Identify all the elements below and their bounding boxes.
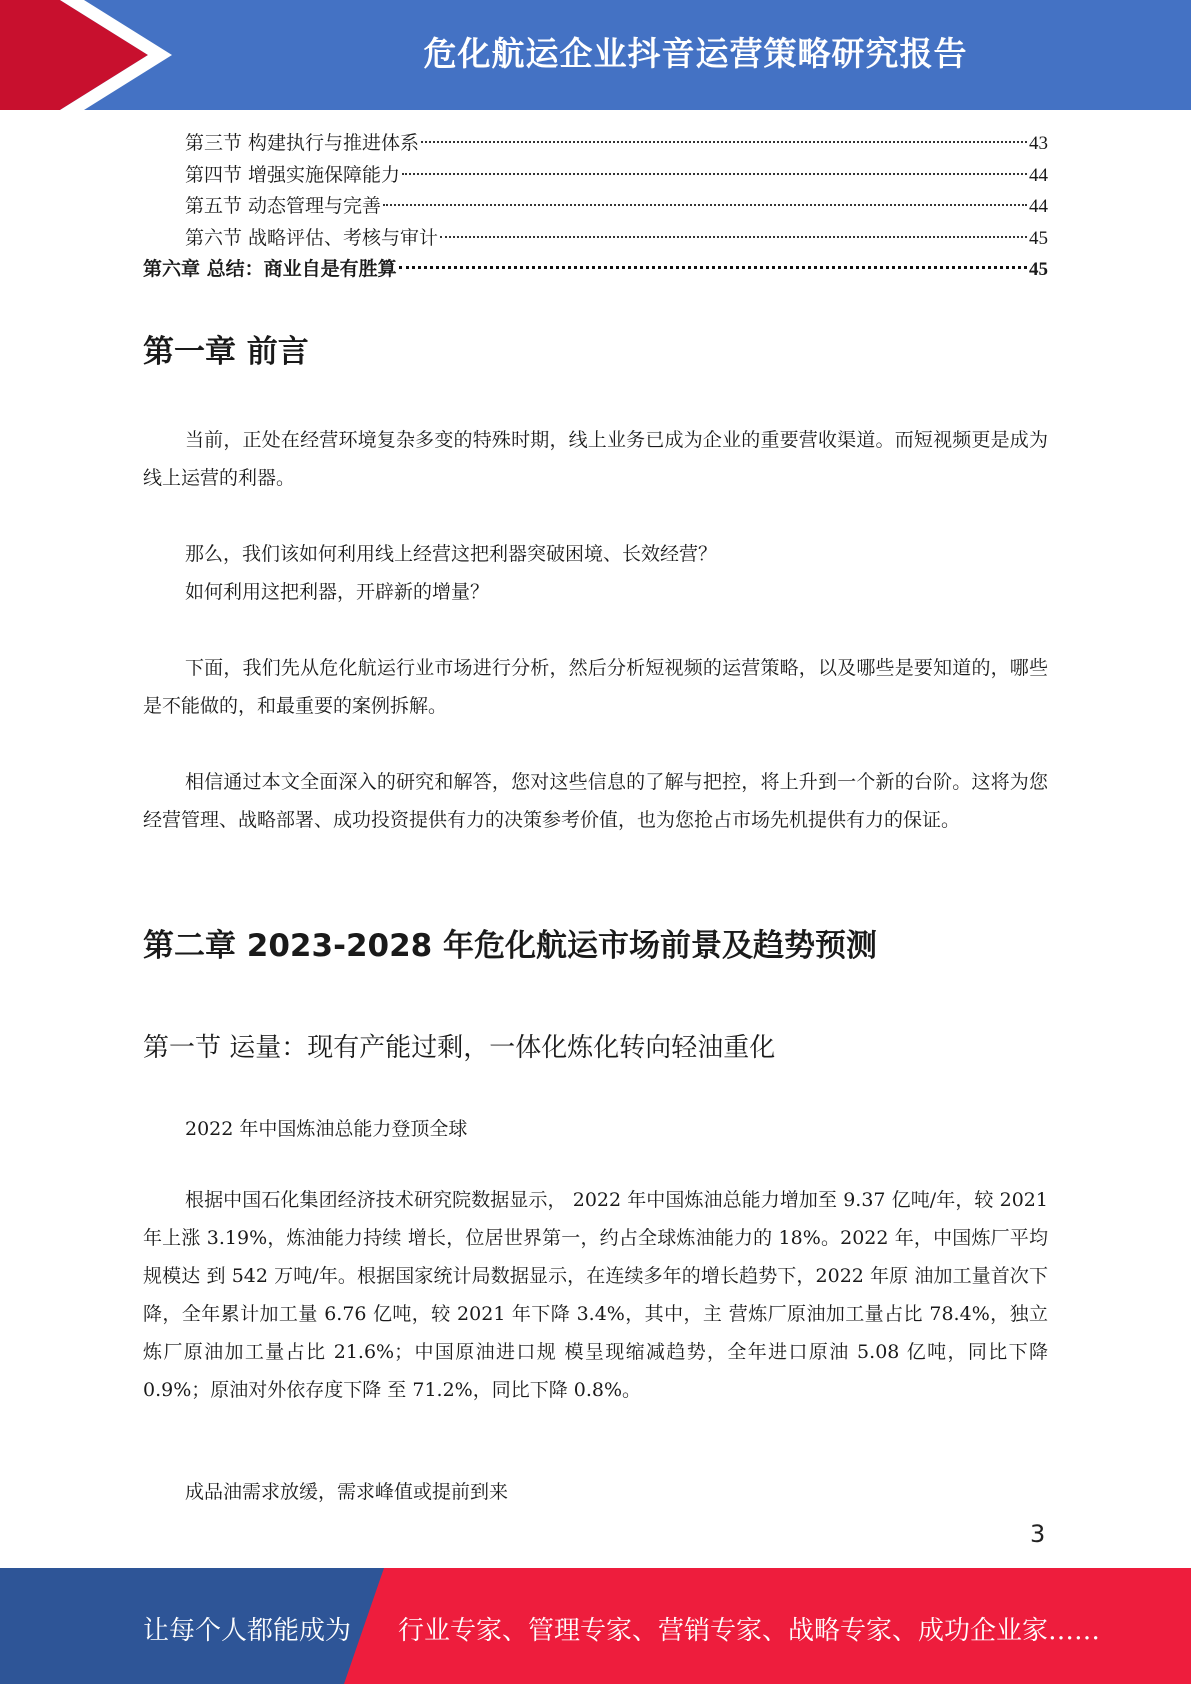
toc-item-label: 第六节 战略评估、考核与审计 — [185, 226, 439, 249]
toc-item-page: 44 — [1029, 164, 1048, 186]
report-title: 危化航运企业抖音运营策略研究报告 — [423, 34, 968, 73]
section-heading: 第一节 运量：现有产能过剩，一体化炼化转向轻油重化 — [143, 1033, 776, 1063]
toc-item[interactable] — [143, 191, 1048, 223]
toc-item-label: 第六章 总结：商业自是有胜算 — [143, 258, 397, 280]
toc-leader — [402, 173, 1027, 175]
table-of-contents — [143, 128, 1048, 286]
toc-item[interactable] — [143, 254, 1048, 286]
toc-item-label: 第三节 构建执行与推进体系 — [185, 132, 420, 154]
paragraph: 如何利用这把利器，开辟新的增量？ — [185, 581, 490, 603]
paragraph: 相信通过本文全面深入的研究和解答，您对这些信息的了解与把控，将上升到一个新的台阶。这将为您经营管理、战略部署、成功投资提供有力的决策参考价值，也为您抢占市场先机提供有力的保证。 — [143, 771, 1048, 831]
toc-item-page: 45 — [1029, 259, 1048, 280]
toc-item[interactable] — [143, 223, 1048, 255]
paragraph: 下面，我们先从危化航运行业市场进行分析，然后分析短视频的运营策略，以及哪些是要知道的，哪些是不能做的，和最重要的案例拆解。 — [143, 657, 1048, 717]
toc-leader — [440, 236, 1027, 238]
paragraph: 那么，我们该如何利用线上经营这把利器突破困境、长效经营？ — [185, 543, 718, 565]
toc-item-page: 43 — [1029, 133, 1048, 154]
footer-slogan-left: 让每个人都能成为 — [143, 1616, 352, 1646]
toc-leader — [421, 141, 1027, 143]
toc-leader — [399, 266, 1027, 269]
toc-item-page: 45 — [1029, 227, 1048, 249]
paragraph: 根据中国石化集团经济技术研究院数据显示， 2022 年中国炼油总能力增加至 9.37 亿吨/年，较 2021 年上涨 3.19%，炼油能力持续 增长，位居世界第一，约占全球炼油能力的 18%。2022 年，中国炼厂平均规模达 到 542 万吨/年。根据国家统计局数据显示，在连续多年的增长趋势下，2022 年原 油加工量首次下降，全年累计加工量 6.76 亿吨，较 2021 年下降 3.4%，其中，主 营炼厂原油加工量占比 78.4%，独立炼厂原油加工量占比 21.6%；中国原油进口规 模呈现缩减趋势，全年进口原油 5.08 亿吨，同比下降 0.9%；原油对外依存度下降 至 71.2%，同比下降 0.8%。 — [143, 1189, 1048, 1401]
paragraph: 2022 年中国炼油总能力登顶全球 — [185, 1118, 468, 1140]
paragraph: 成品油需求放缓，需求峰值或提前到来 — [185, 1481, 509, 1503]
toc-item-page: 44 — [1029, 196, 1048, 217]
toc-item[interactable] — [143, 160, 1048, 192]
page-footer — [0, 1568, 1191, 1684]
page-number: 3 — [1030, 1520, 1046, 1548]
chapter-heading: 第二章 2023-2028 年危化航运市场前景及趋势预测 — [143, 928, 878, 964]
footer-slogan-right: 行业专家、管理专家、营销专家、战略专家、成功企业家…… — [398, 1616, 1101, 1646]
toc-item[interactable] — [143, 128, 1048, 160]
page-header — [0, 0, 1191, 110]
paragraph: 当前，正处在经营环境复杂多变的特殊时期，线上业务已成为企业的重要营收渠道。而短视频更是成为线上运营的利器。 — [143, 429, 1048, 489]
toc-item-label: 第五节 动态管理与完善 — [185, 195, 382, 217]
toc-item-label: 第四节 增强实施保障能力 — [185, 163, 401, 186]
chapter-heading: 第一章 前言 — [143, 334, 309, 370]
toc-leader — [383, 204, 1027, 206]
